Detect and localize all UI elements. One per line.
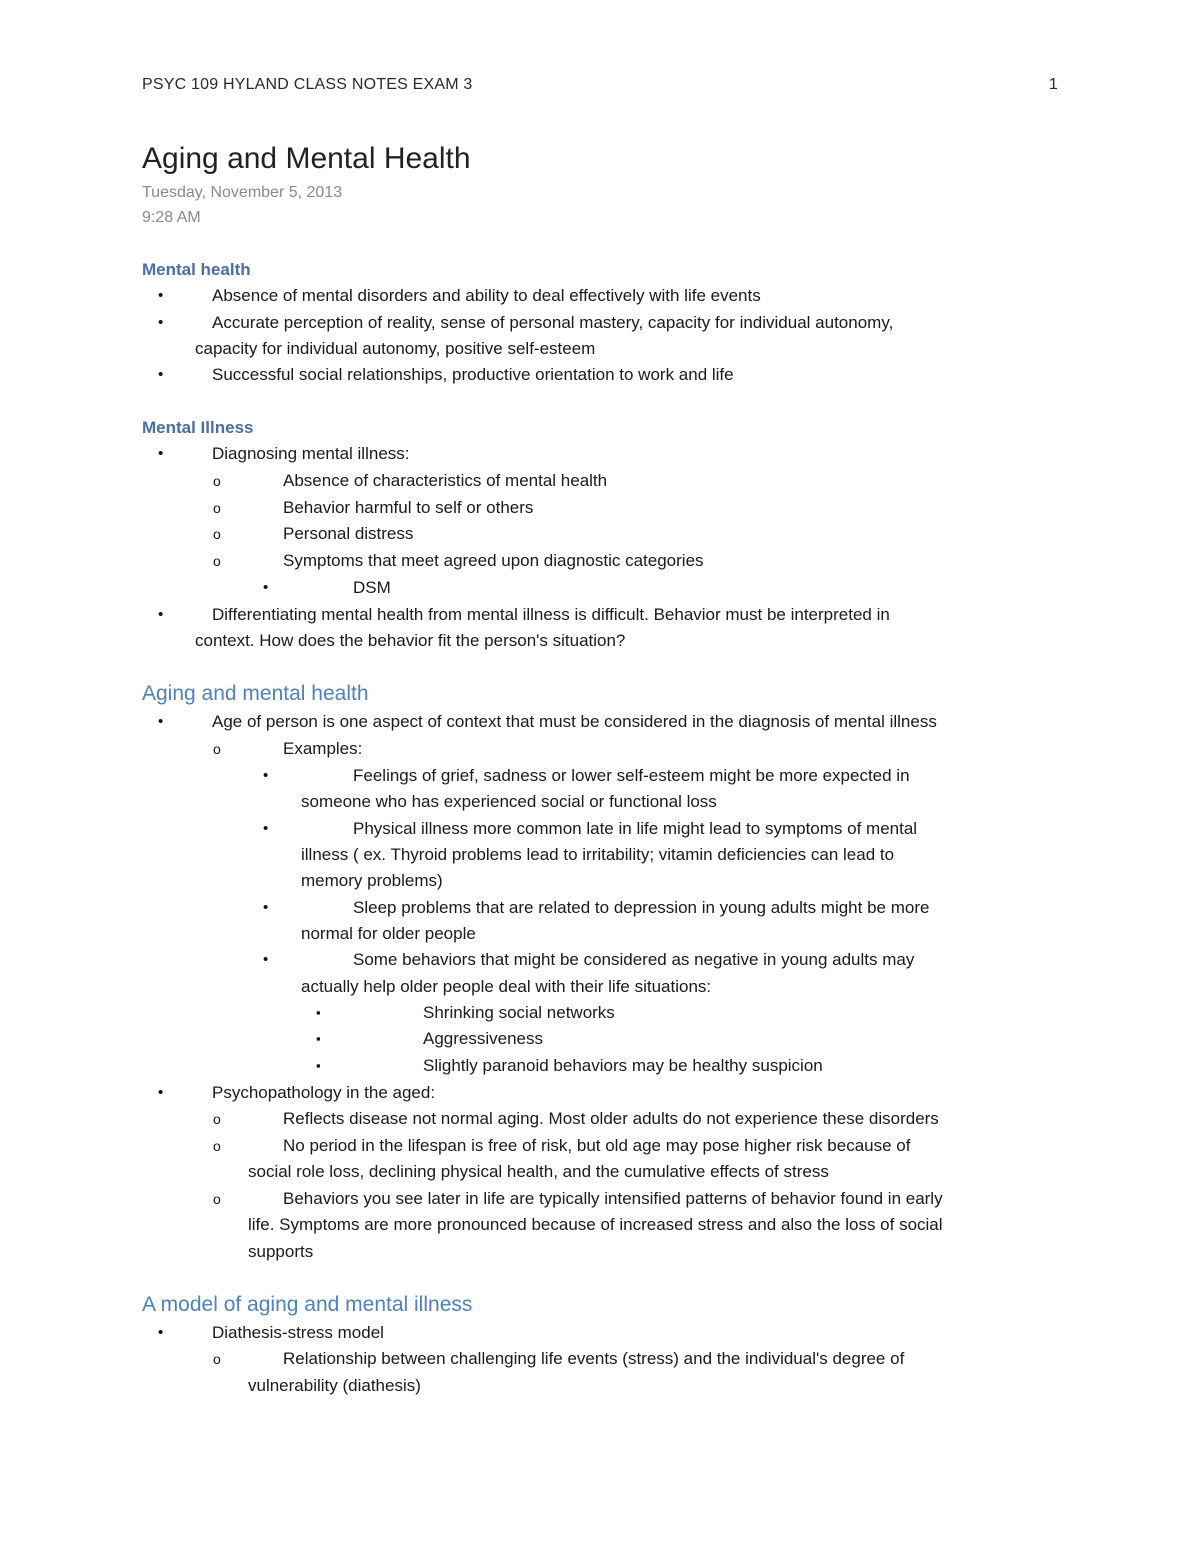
circle-bullet-icon [213,468,221,496]
list-item: Physical illness more common late in life might lead to symptoms of mental [353,819,918,838]
list-item: Reflects disease not normal aging. Most older adults do not experience these disorders [283,1109,939,1128]
bullet-icon [158,602,163,629]
section-heading-aging: Aging and mental health [142,682,369,705]
note-date: Tuesday, November 5, 2013 [142,184,343,201]
bullet-icon [158,362,163,389]
list-item: Psychopathology in the aged: [212,1083,436,1102]
page-title: Aging and Mental Health [142,142,471,175]
list-item: Some behaviors that might be considered as negative in young adults may [353,950,915,969]
list-item: Absence of characteristics of mental health [283,471,608,490]
bullet-icon [263,816,268,843]
list-item-continuation: capacity for individual autonomy, positive self-esteem [195,339,596,358]
list-item-continuation: actually help older people deal with their life situations: [301,977,712,996]
bullet-icon [158,310,163,337]
square-bullet-icon [316,1000,321,1027]
list-item-continuation: someone who has experienced social or functional loss [301,792,717,811]
list-item: Feelings of grief, sadness or lower self-esteem might be more expected in [353,766,910,785]
bullet-icon [158,441,163,468]
list-item-continuation: supports [248,1242,314,1261]
list-item-continuation: life. Symptoms are more pronounced because of increased stress and also the loss of social [248,1215,943,1234]
circle-bullet-icon [213,521,221,549]
list-item: Examples: [283,739,363,758]
list-item-continuation: normal for older people [301,924,476,943]
list-item-continuation: memory problems) [301,871,443,890]
section-heading-mental-illness: Mental Illness [142,418,254,437]
list-item: No period in the lifespan is free of risk, but old age may pose higher risk because of [283,1136,911,1155]
circle-bullet-icon [213,548,221,576]
circle-bullet-icon [213,1186,221,1214]
list-item-continuation: vulnerability (diathesis) [248,1376,421,1395]
circle-bullet-icon [213,1346,221,1374]
list-item: Symptoms that meet agreed upon diagnostic categories [283,551,704,570]
list-item: Shrinking social networks [423,1003,615,1022]
circle-bullet-icon [213,495,221,523]
list-item: Sleep problems that are related to depression in young adults might be more [353,898,930,917]
bullet-icon [158,283,163,310]
square-bullet-icon [316,1053,321,1080]
list-item: DSM [353,578,391,597]
list-item-continuation: illness ( ex. Thyroid problems lead to irritability; vitamin deficiencies can lead to [301,845,895,864]
list-item: Accurate perception of reality, sense of personal mastery, capacity for individual autonomy, [212,313,894,332]
bullet-icon [263,575,268,602]
page-number: 1 [1048,76,1058,93]
list-item: Age of person is one aspect of context that must be considered in the diagnosis of mental illness [212,712,937,731]
bullet-icon [158,1320,163,1347]
bullet-icon [263,947,268,974]
list-item: Diagnosing mental illness: [212,444,410,463]
list-item: Successful social relationships, productive orientation to work and life [212,365,734,384]
page-header [142,76,1058,98]
list-item: Behaviors you see later in life are typically intensified patterns of behavior found in early [283,1189,943,1208]
bullet-icon [263,895,268,922]
circle-bullet-icon [213,1133,221,1161]
circle-bullet-icon [213,736,221,764]
note-time: 9:28 AM [142,209,201,226]
header-title: PSYC 109 HYLAND CLASS NOTES EXAM 3 [142,76,473,93]
section-heading-model: A model of aging and mental illness [142,1293,473,1316]
list-item: Aggressiveness [423,1029,544,1048]
list-item-continuation: social role loss, declining physical health, and the cumulative effects of stress [248,1162,829,1181]
list-item: Absence of mental disorders and ability to deal effectively with life events [212,286,761,305]
bullet-icon [263,763,268,790]
list-item-continuation: context. How does the behavior fit the person's situation? [195,631,626,650]
bullet-icon [158,1080,163,1107]
bullet-icon [158,709,163,736]
list-item: Diathesis-stress model [212,1323,384,1342]
list-item: Slightly paranoid behaviors may be healthy suspicion [423,1056,823,1075]
list-item: Personal distress [283,524,414,543]
list-item: Relationship between challenging life events (stress) and the individual's degree of [283,1349,905,1368]
square-bullet-icon [316,1026,321,1053]
list-item: Behavior harmful to self or others [283,498,534,517]
section-heading-mental-health: Mental health [142,260,251,279]
circle-bullet-icon [213,1106,221,1134]
list-item: Differentiating mental health from mental illness is difficult. Behavior must be interpreted in [212,605,890,624]
